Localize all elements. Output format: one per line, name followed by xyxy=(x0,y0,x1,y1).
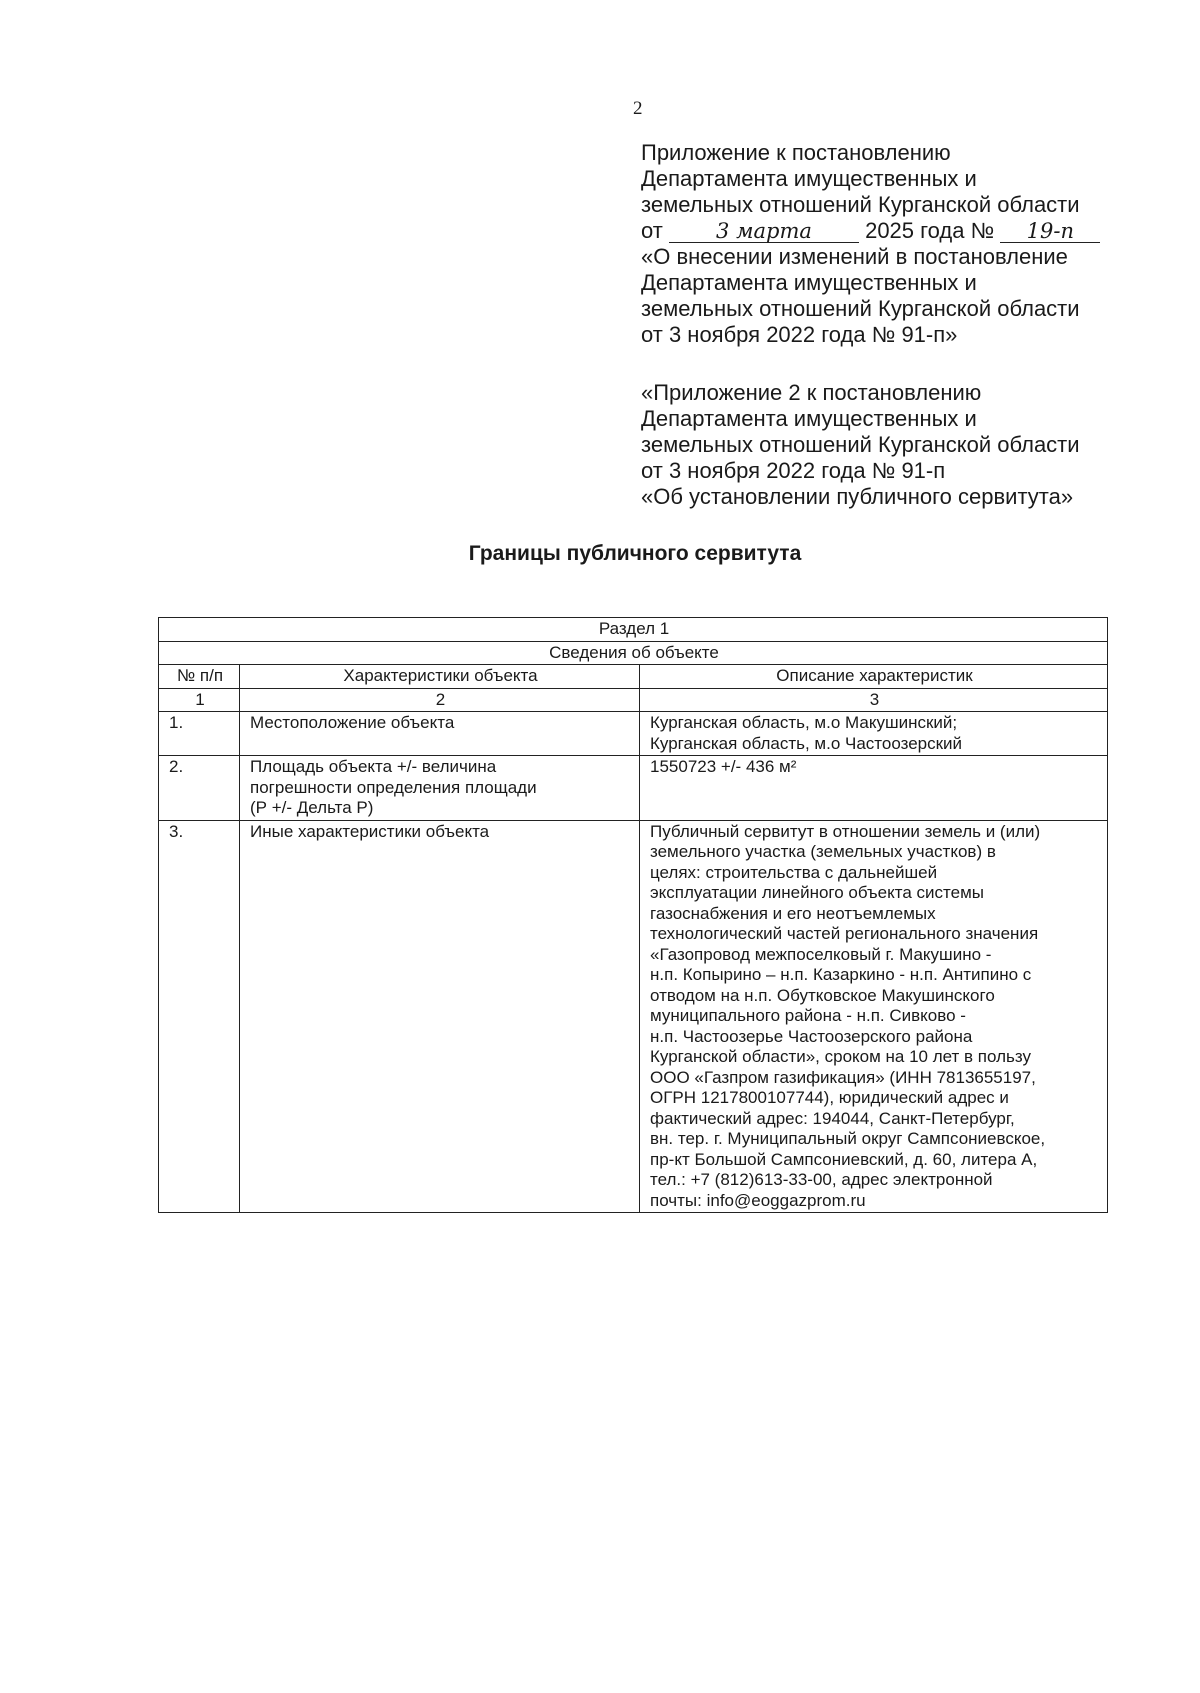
row-number: 3. xyxy=(159,820,240,1213)
cell-line: Местоположение объекта xyxy=(250,713,455,732)
year-text: 2025 года № xyxy=(865,218,995,243)
row-characteristic xyxy=(240,712,640,756)
amend-line: Департамента имущественных и xyxy=(641,270,977,295)
cell-line: Площадь объекта +/- величина xyxy=(250,757,497,776)
cell-line: н.п. Частоозерье Частоозерского района xyxy=(650,1026,973,1046)
cell-line: ООО «Газпром газификация» (ИНН 7813655197, xyxy=(650,1067,1036,1087)
block-gap xyxy=(641,348,1161,380)
row-description xyxy=(640,820,1108,1213)
cell-line: погрешности определения площади xyxy=(250,777,537,797)
appendix-line: земельных отношений Курганской области xyxy=(641,192,1080,217)
cell-line: Публичный сервитут в отношении земель и (или) xyxy=(650,821,1041,841)
row-description xyxy=(640,712,1108,756)
header-characteristic: Характеристики объекта xyxy=(240,665,640,689)
cell-line: фактический адрес: 194044, Санкт-Петербург, xyxy=(650,1108,1015,1128)
cell-line: н.п. Копырино – н.п. Казаркино - н.п. Антипино с xyxy=(650,965,1032,984)
table-row xyxy=(159,820,1108,1213)
cell-line: почты: info@eoggazprom.ru xyxy=(650,1190,866,1210)
date-line xyxy=(641,218,1161,244)
appendix2-reference xyxy=(641,380,1161,510)
object-details-table xyxy=(158,617,1108,1213)
page-number: 2 xyxy=(633,98,643,119)
handwritten-number: 19-п xyxy=(1000,220,1100,243)
appendix-line: Департамента имущественных и xyxy=(641,166,977,191)
amend-line: от 3 ноября 2022 года № 91-п» xyxy=(641,322,958,347)
cell-line: целях: строительства с дальнейшей xyxy=(650,862,938,882)
cell-line: муниципального района - н.п. Сивково - xyxy=(650,1006,966,1025)
row-number: 2. xyxy=(159,756,240,821)
row-characteristic xyxy=(240,820,640,1213)
row-characteristic xyxy=(240,756,640,821)
header-number: № п/п xyxy=(159,665,240,689)
cell-line: газоснабжения и его неотъемлемых xyxy=(650,903,936,923)
table-row xyxy=(159,756,1108,821)
column-number: 3 xyxy=(640,688,1108,712)
date-prefix: от xyxy=(641,218,663,243)
appendix2-line: «Об установлении публичного сервитута» xyxy=(641,484,1074,509)
subsection-cell: Сведения об объекте xyxy=(159,641,1108,665)
appendix-line: Приложение к постановлению xyxy=(641,140,951,165)
document-title: Границы публичного сервитута xyxy=(468,542,802,565)
cell-line: Курганская область, м.о Частоозерский xyxy=(650,733,963,753)
header-block xyxy=(641,140,1161,510)
cell-line: отводом на н.п. Обутковское Макушинского xyxy=(650,985,995,1005)
appendix2-line: Департамента имущественных и xyxy=(641,406,977,431)
amend-line: «О внесении изменений в постановление xyxy=(641,244,1068,269)
cell-line: технологический частей регионального значения xyxy=(650,924,1039,943)
cell-line: Курганской области», сроком на 10 лет в пользу xyxy=(650,1047,1031,1066)
table-row xyxy=(159,712,1108,756)
handwritten-date: 3 марта xyxy=(669,220,859,243)
cell-line: пр-кт Большой Сампсониевский, д. 60, литера А, xyxy=(650,1149,1038,1169)
header-row xyxy=(159,665,1108,689)
section-row xyxy=(159,618,1108,642)
column-number-row xyxy=(159,688,1108,712)
cell-line: Курганская область, м.о Макушинский; xyxy=(650,713,958,732)
appendix2-line: земельных отношений Курганской области xyxy=(641,432,1080,457)
cell-line: вн. тер. г. Муниципальный округ Сампсониевское, xyxy=(650,1129,1046,1148)
row-number: 1. xyxy=(159,712,240,756)
cell-line: ОГРН 1217800107744), юридический адрес и xyxy=(650,1088,1009,1107)
cell-line: «Газопровод межпоселковый г. Макушино - xyxy=(650,944,992,964)
appendix2-line: от 3 ноября 2022 года № 91-п xyxy=(641,458,946,483)
header-description: Описание характеристик xyxy=(640,665,1108,689)
cell-line: 1550723 +/- 436 м² xyxy=(650,757,797,776)
section-cell: Раздел 1 xyxy=(159,618,1108,642)
row-description xyxy=(640,756,1108,821)
cell-line: земельного участка (земельных участков) в xyxy=(650,842,996,861)
cell-line: тел.: +7 (812)613-33-00, адрес электронной xyxy=(650,1170,993,1189)
column-number: 1 xyxy=(159,688,240,712)
cell-line: эксплуатации линейного объекта системы xyxy=(650,883,984,902)
appendix2-line: «Приложение 2 к постановлению xyxy=(641,380,982,405)
cell-line: (Р +/- Дельта Р) xyxy=(250,798,374,817)
column-number: 2 xyxy=(240,688,640,712)
amend-line: земельных отношений Курганской области xyxy=(641,296,1080,321)
appendix-reference xyxy=(641,140,1161,348)
subsection-row xyxy=(159,641,1108,665)
cell-line: Иные характеристики объекта xyxy=(250,821,490,841)
